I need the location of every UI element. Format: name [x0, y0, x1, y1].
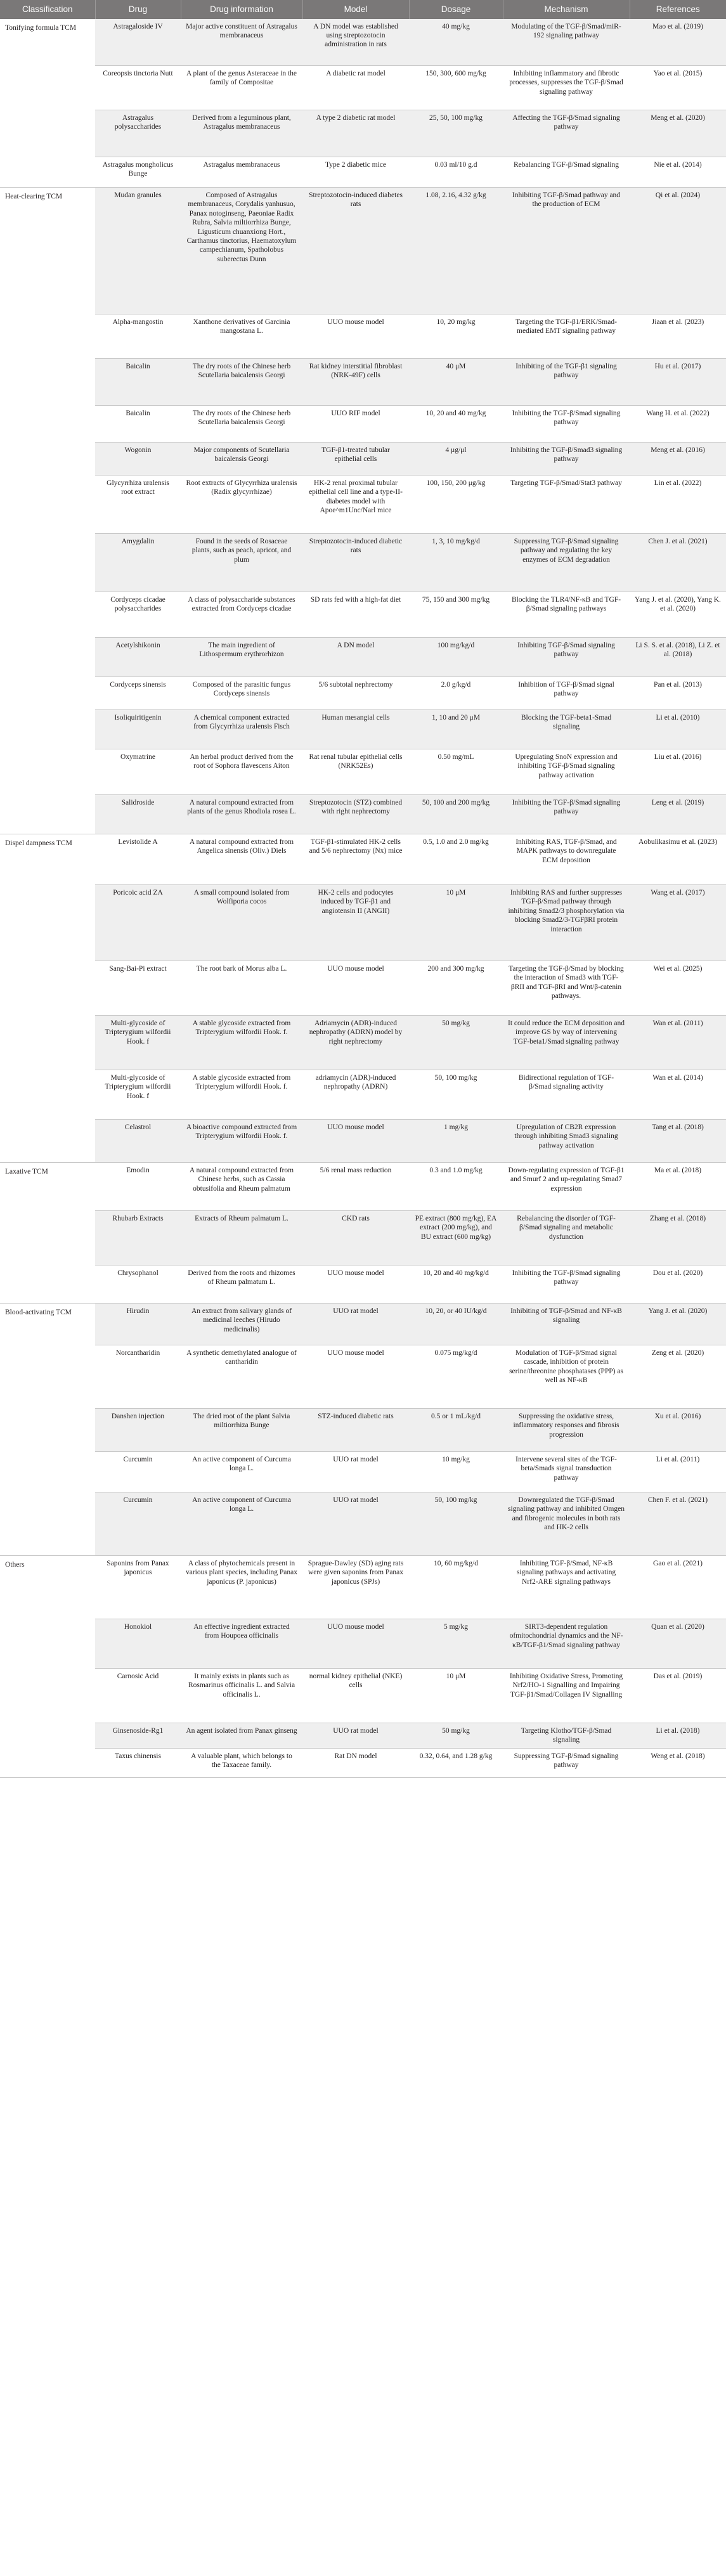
drug-information-cell: Xanthone derivatives of Garcinia mangostana L.: [181, 314, 302, 359]
dosage-cell: 100, 150, 200 μg/kg: [409, 476, 503, 534]
dosage-cell: 1, 10 and 20 μM: [409, 710, 503, 749]
dosage-cell: 0.3 and 1.0 mg/kg: [409, 1163, 503, 1211]
drug-cell: Multi-glycoside of Tripterygium wilfordii Hook. f: [95, 1016, 181, 1070]
reference-cell: Wan et al. (2014): [630, 1070, 726, 1120]
drug-cell: Oxymatrine: [95, 749, 181, 795]
drug-cell: Hirudin: [95, 1304, 181, 1345]
mechanism-cell: Targeting Klotho/TGF-β/Smad signaling: [503, 1723, 630, 1749]
mechanism-cell: Inhibiting the TGF-β/Smad signaling pathway: [503, 406, 630, 443]
reference-cell: Ma et al. (2018): [630, 1163, 726, 1211]
dosage-cell: 200 and 300 mg/kg: [409, 961, 503, 1016]
drug-cell: Danshen injection: [95, 1409, 181, 1452]
table-row: [0, 1070, 726, 1120]
reference-cell: Liu et al. (2016): [630, 749, 726, 795]
dosage-cell: 10, 20, or 40 IU/kg/d: [409, 1304, 503, 1345]
drug-cell: Astragaloside IV: [95, 19, 181, 66]
mechanism-cell: Targeting TGF-β/Smad/Stat3 pathway: [503, 476, 630, 534]
drug-information-cell: An extract from salivary glands of medicinal leeches (Hirudo medicinalis): [181, 1304, 302, 1345]
mechanism-cell: Inhibition of TGF-β/Smad signal pathway: [503, 677, 630, 710]
drug-information-cell: Found in the seeds of Rosaceae plants, such as peach, apricot, and plum: [181, 534, 302, 592]
reference-cell: Li et al. (2010): [630, 710, 726, 749]
dosage-cell: 150, 300, 600 mg/kg: [409, 66, 503, 110]
header-references: References: [630, 0, 726, 19]
table-row: [0, 1452, 726, 1492]
drug-information-cell: The dried root of the plant Salvia miltiorrhiza Bunge: [181, 1409, 302, 1452]
model-cell: A DN model: [302, 638, 409, 677]
model-cell: UUO rat model: [302, 1452, 409, 1492]
drug-information-cell: A chemical component extracted from Glycyrrhiza uralensis Fisch: [181, 710, 302, 749]
mechanism-cell: Downregulated the TGF-β/Smad signaling pathway and inhibited Omgen and fibrogenic molecules in both rats and HK-2 cells: [503, 1492, 630, 1556]
model-cell: Streptozotocin-induced diabetic rats: [302, 534, 409, 592]
reference-cell: Yao et al. (2015): [630, 66, 726, 110]
drug-cell: Curcumin: [95, 1452, 181, 1492]
model-cell: Streptozotocin-induced diabetes rats: [302, 188, 409, 314]
drug-information-cell: A class of phytochemicals present in various plant species, including Panax japonicus (P. japonicus): [181, 1556, 302, 1619]
mechanism-cell: Down-regulating expression of TGF-β1 and Smurf 2 and up-regulating Smad7 expression: [503, 1163, 630, 1211]
mechanism-cell: Inhibiting the TGF-β/Smad signaling pathway: [503, 795, 630, 834]
drug-cell: Astragalus polysaccharides: [95, 110, 181, 157]
dosage-cell: 75, 150 and 300 mg/kg: [409, 592, 503, 638]
mechanism-cell: Blocking the TGF-beta1-Smad signaling: [503, 710, 630, 749]
dosage-cell: 5 mg/kg: [409, 1619, 503, 1669]
mechanism-cell: Suppressing TGF-β/Smad signaling pathway: [503, 1748, 630, 1777]
table-header: [0, 0, 726, 19]
dosage-cell: 0.5 or 1 mL/kg/d: [409, 1409, 503, 1452]
model-cell: UUO rat model: [302, 1492, 409, 1556]
drug-information-cell: The dry roots of the Chinese herb Scutellaria baicalensis Georgi: [181, 359, 302, 406]
model-cell: HK-2 cells and podocytes induced by TGF-β1 and angiotensin II (ANGII): [302, 885, 409, 961]
drug-cell: Levistolide A: [95, 834, 181, 885]
model-cell: Rat DN model: [302, 1748, 409, 1777]
drug-information-cell: A plant of the genus Asteraceae in the family of Compositae: [181, 66, 302, 110]
reference-cell: Li et al. (2018): [630, 1723, 726, 1749]
table-row: [0, 1211, 726, 1265]
model-cell: STZ-induced diabetic rats: [302, 1409, 409, 1452]
drug-information-cell: A natural compound extracted from Angelica sinensis (Oliv.) Diels: [181, 834, 302, 885]
dosage-cell: 4 μg/μl: [409, 443, 503, 476]
table-row: [0, 1409, 726, 1452]
model-cell: SD rats fed with a high-fat diet: [302, 592, 409, 638]
mechanism-cell: Inhibiting of TGF-β/Smad and NF-κB signaling: [503, 1304, 630, 1345]
table-row: [0, 476, 726, 534]
mechanism-cell: Upregulation of CB2R expression through inhibiting Smad3 signaling pathway activation: [503, 1120, 630, 1163]
model-cell: Sprague-Dawley (SD) aging rats were given saponins from Panax japonicus (SPJs): [302, 1556, 409, 1619]
table-row: [0, 314, 726, 359]
drug-information-cell: The root bark of Morus alba L.: [181, 961, 302, 1016]
table-row: [0, 1120, 726, 1163]
mechanism-cell: Inhibiting the TGF-β/Smad signaling pathway: [503, 1265, 630, 1304]
mechanism-cell: Inhibiting RAS and further suppresses TGF-β/Smad pathway through inhibiting Smad2/3 phosphorylation via blocking Smad2/3-TGFβRI protein interaction: [503, 885, 630, 961]
model-cell: A type 2 diabetic rat model: [302, 110, 409, 157]
reference-cell: Nie et al. (2014): [630, 157, 726, 188]
table-row: [0, 406, 726, 443]
reference-cell: Wang H. et al. (2022): [630, 406, 726, 443]
mechanism-cell: Modulation of TGF-β/Smad signal cascade, inhibition of protein serine/threonine phosphatases (PPP) as well as NF-κB: [503, 1345, 630, 1409]
dosage-cell: 50, 100 and 200 mg/kg: [409, 795, 503, 834]
dosage-cell: 100 mg/kg/d: [409, 638, 503, 677]
table-row: [0, 795, 726, 834]
table-row: [0, 534, 726, 592]
mechanism-cell: Targeting the TGF-β1/ERK/Smad-mediated EMT signaling pathway: [503, 314, 630, 359]
model-cell: TGF-β1-stimulated HK-2 cells and 5/6 nephrectomy (Nx) mice: [302, 834, 409, 885]
table-row: [0, 66, 726, 110]
mechanism-cell: Rebalancing TGF-β/Smad signaling: [503, 157, 630, 188]
drug-cell: Cordyceps sinensis: [95, 677, 181, 710]
dosage-cell: 1 mg/kg: [409, 1120, 503, 1163]
dosage-cell: 10 μM: [409, 1669, 503, 1723]
reference-cell: Li et al. (2011): [630, 1452, 726, 1492]
table-row: [0, 749, 726, 795]
dosage-cell: 2.0 g/kg/d: [409, 677, 503, 710]
model-cell: UUO mouse model: [302, 1120, 409, 1163]
reference-cell: Weng et al. (2018): [630, 1748, 726, 1777]
drug-cell: Saponins from Panax japonicus: [95, 1556, 181, 1619]
table-row: [0, 1163, 726, 1211]
model-cell: adriamycin (ADR)-induced nephropathy (ADRN): [302, 1070, 409, 1120]
drug-cell: Cordyceps cicadae polysaccharides: [95, 592, 181, 638]
table-row: [0, 443, 726, 476]
drug-cell: Curcumin: [95, 1492, 181, 1556]
model-cell: Rat renal tubular epithelial cells (NRK52Es): [302, 749, 409, 795]
dosage-cell: 10, 60 mg/kg/d: [409, 1556, 503, 1619]
table-row: [0, 1748, 726, 1777]
table-row: [0, 638, 726, 677]
header-model: Model: [302, 0, 409, 19]
drug-information-cell: An agent isolated from Panax ginseng: [181, 1723, 302, 1749]
drug-information-cell: Root extracts of Glycyrrhiza uralensis (Radix glycyrrhizae): [181, 476, 302, 534]
classification-cell: Others: [0, 1556, 95, 1778]
header-drug-information: Drug information: [181, 0, 302, 19]
model-cell: UUO mouse model: [302, 1619, 409, 1669]
table-body: [0, 19, 726, 1778]
table-row: [0, 1304, 726, 1345]
drug-cell: Alpha-mangostin: [95, 314, 181, 359]
dosage-cell: 50 mg/kg: [409, 1016, 503, 1070]
mechanism-cell: Rebalancing the disorder of TGF-β/Smad signaling and metabolic dysfunction: [503, 1211, 630, 1265]
dosage-cell: 50, 100 mg/kg: [409, 1070, 503, 1120]
reference-cell: Das et al. (2019): [630, 1669, 726, 1723]
mechanism-cell: Inhibiting TGF-β/Smad, NF-κB signaling pathways and activating Nrf2-ARE signaling pathways: [503, 1556, 630, 1619]
drug-information-cell: A small compound isolated from Wolfiporia cocos: [181, 885, 302, 961]
reference-cell: Chen F. et al. (2021): [630, 1492, 726, 1556]
model-cell: Type 2 diabetic mice: [302, 157, 409, 188]
dosage-cell: PE extract (800 mg/kg), EA extract (200 mg/kg), and BU extract (600 mg/kg): [409, 1211, 503, 1265]
drug-information-cell: A valuable plant, which belongs to the Taxaceae family.: [181, 1748, 302, 1777]
model-cell: UUO rat model: [302, 1723, 409, 1749]
model-cell: UUO mouse model: [302, 1265, 409, 1304]
drug-information-cell: Astragalus membranaceus: [181, 157, 302, 188]
drug-cell: Glycyrrhiza uralensis root extract: [95, 476, 181, 534]
dosage-cell: 10, 20 and 40 mg/kg: [409, 406, 503, 443]
table-row: [0, 961, 726, 1016]
drug-cell: Coreopsis tinctoria Nutt: [95, 66, 181, 110]
dosage-cell: 10 mg/kg: [409, 1452, 503, 1492]
drug-information-cell: A bioactive compound extracted from Tripterygium wilfordii Hook. f.: [181, 1120, 302, 1163]
reference-cell: Wan et al. (2011): [630, 1016, 726, 1070]
reference-cell: Zeng et al. (2020): [630, 1345, 726, 1409]
reference-cell: Zhang et al. (2018): [630, 1211, 726, 1265]
model-cell: UUO mouse model: [302, 1345, 409, 1409]
drug-cell: Rhubarb Extracts: [95, 1211, 181, 1265]
dosage-cell: 1.08, 2.16, 4.32 g/kg: [409, 188, 503, 314]
dosage-cell: 10, 20 mg/kg: [409, 314, 503, 359]
table-row: [0, 1345, 726, 1409]
drug-information-cell: Major active constituent of Astragalus membranaceus: [181, 19, 302, 66]
reference-cell: Xu et al. (2016): [630, 1409, 726, 1452]
mechanism-cell: SIRT3-dependent regulation ofmitochondrial dynamics and the NF-κB/TGF-β1/Smad signaling pathway: [503, 1619, 630, 1669]
drug-cell: Isoliquiritigenin: [95, 710, 181, 749]
model-cell: normal kidney epithelial (NKE) cells: [302, 1669, 409, 1723]
dosage-cell: 0.075 mg/kg/d: [409, 1345, 503, 1409]
table-row: [0, 110, 726, 157]
drug-information-cell: An active component of Curcuma longa L.: [181, 1492, 302, 1556]
mechanism-cell: Blocking the TLR4/NF-κB and TGF-β/Smad signaling pathways: [503, 592, 630, 638]
reference-cell: Pan et al. (2013): [630, 677, 726, 710]
mechanism-cell: Inhibiting the TGF-β/Smad3 signaling pathway: [503, 443, 630, 476]
header-classification: Classification: [0, 0, 95, 19]
drug-cell: Carnosic Acid: [95, 1669, 181, 1723]
reference-cell: Jiaan et al. (2023): [630, 314, 726, 359]
drug-information-cell: Composed of the parasitic fungus Cordyceps sinensis: [181, 677, 302, 710]
table-row: [0, 677, 726, 710]
model-cell: UUO mouse model: [302, 961, 409, 1016]
drug-cell: Chrysophanol: [95, 1265, 181, 1304]
mechanism-cell: Inhibiting Oxidative Stress, Promoting Nrf2/HO-1 Signalling and Impairing TGF-β1/Smad/Collagen IV Signalling: [503, 1669, 630, 1723]
mechanism-cell: Inhibiting TGF-β/Smad signaling pathway: [503, 638, 630, 677]
table-row: [0, 1669, 726, 1723]
header-dosage: Dosage: [409, 0, 503, 19]
header-drug: Drug: [95, 0, 181, 19]
mechanism-cell: Inhibiting TGF-β/Smad pathway and the production of ECM: [503, 188, 630, 314]
drug-information-cell: Composed of Astragalus membranaceus, Corydalis yanhusuo, Panax notoginseng, Paeoniae Radix Rubra, Salvia miltiorrhiza Bunge, Ligusticum chuanxiong Hort., Carthamus tinctorius, Haematoxylum campechianum, Spatholobus suberectus Dunn: [181, 188, 302, 314]
drug-information-cell: A class of polysaccharide substances extracted from Cordyceps cicadae: [181, 592, 302, 638]
mechanism-cell: It could reduce the ECM deposition and improve GS by way of intervening TGF-beta1/Smad signaling pathway: [503, 1016, 630, 1070]
table-row: [0, 359, 726, 406]
dosage-cell: 50, 100 mg/kg: [409, 1492, 503, 1556]
model-cell: HK-2 renal proximal tubular epithelial cell line and a type-II-diabetes model with Apoe^m1Unc/Narl mice: [302, 476, 409, 534]
reference-cell: Quan et al. (2020): [630, 1619, 726, 1669]
drug-information-cell: Major components of Scutellaria baicalensis Georgi: [181, 443, 302, 476]
classification-cell: Blood-activating TCM: [0, 1304, 95, 1556]
mechanism-cell: Inhibiting inflammatory and fibrotic processes, suppresses the TGF-β/Smad signaling pathway: [503, 66, 630, 110]
drug-cell: Amygdalin: [95, 534, 181, 592]
dosage-cell: 10, 20 and 40 mg/kg/d: [409, 1265, 503, 1304]
drug-information-cell: The main ingredient of Lithospermum erythrorhizon: [181, 638, 302, 677]
reference-cell: Meng et al. (2020): [630, 110, 726, 157]
table-row: [0, 157, 726, 188]
drug-cell: Taxus chinensis: [95, 1748, 181, 1777]
drug-information-cell: A stable glycoside extracted from Tripterygium wilfordii Hook. f.: [181, 1070, 302, 1120]
reference-cell: Leng et al. (2019): [630, 795, 726, 834]
table-row: [0, 1556, 726, 1619]
mechanism-cell: Upregulating SnoN expression and inhibiting TGF-β/Smad signaling pathway activation: [503, 749, 630, 795]
model-cell: Streptozotocin (STZ) combined with right nephrectomy: [302, 795, 409, 834]
classification-cell: Heat-clearing TCM: [0, 188, 95, 834]
model-cell: CKD rats: [302, 1211, 409, 1265]
drug-information-cell: An active component of Curcuma longa L.: [181, 1452, 302, 1492]
drug-information-cell: An effective ingredient extracted from Houpoea officinalis: [181, 1619, 302, 1669]
drug-cell: Multi-glycoside of Tripterygium wilfordii Hook. f: [95, 1070, 181, 1120]
model-cell: A diabetic rat model: [302, 66, 409, 110]
reference-cell: Meng et al. (2016): [630, 443, 726, 476]
model-cell: Rat kidney interstitial fibroblast (NRK-49F) cells: [302, 359, 409, 406]
drug-information-cell: A natural compound extracted from Chinese herbs, such as Cassia obtusifolia and Rheum palmatum: [181, 1163, 302, 1211]
model-cell: Human mesangial cells: [302, 710, 409, 749]
reference-cell: Yang J. et al. (2020): [630, 1304, 726, 1345]
drug-cell: Norcantharidin: [95, 1345, 181, 1409]
reference-cell: Mao et al. (2019): [630, 19, 726, 66]
mechanism-cell: Bidirectional regulation of TGF-β/Smad signaling activity: [503, 1070, 630, 1120]
dosage-cell: 0.50 mg/mL: [409, 749, 503, 795]
table-row: [0, 1265, 726, 1304]
dosage-cell: 25, 50, 100 mg/kg: [409, 110, 503, 157]
drug-cell: Ginsenoside-Rg1: [95, 1723, 181, 1749]
drug-cell: Astragalus mongholicus Bunge: [95, 157, 181, 188]
mechanism-cell: Suppressing TGF-β/Smad signaling pathway and regulating the key enzymes of ECM degradation: [503, 534, 630, 592]
table-row: [0, 188, 726, 314]
reference-cell: Aobulikasimu et al. (2023): [630, 834, 726, 885]
table-row: [0, 885, 726, 961]
drug-cell: Honokiol: [95, 1619, 181, 1669]
model-cell: UUO mouse model: [302, 314, 409, 359]
reference-cell: Dou et al. (2020): [630, 1265, 726, 1304]
model-cell: UUO rat model: [302, 1304, 409, 1345]
drug-information-cell: An herbal product derived from the root of Sophora flavescens Aiton: [181, 749, 302, 795]
drug-cell: Baicalin: [95, 406, 181, 443]
table-row: [0, 710, 726, 749]
classification-cell: Tonifying formula TCM: [0, 19, 95, 188]
mechanism-cell: Intervene several sites of the TGF-beta/Smads signal transduction pathway: [503, 1452, 630, 1492]
model-cell: A DN model was established using streptozotocin administration in rats: [302, 19, 409, 66]
drug-cell: Salidroside: [95, 795, 181, 834]
model-cell: TGF-β1-treated tubular epithelial cells: [302, 443, 409, 476]
drug-cell: Mudan granules: [95, 188, 181, 314]
table-row: [0, 834, 726, 885]
table-row: [0, 1619, 726, 1669]
table-row: [0, 592, 726, 638]
dosage-cell: 1, 3, 10 mg/kg/d: [409, 534, 503, 592]
reference-cell: Wei et al. (2025): [630, 961, 726, 1016]
drug-information-cell: Extracts of Rheum palmatum L.: [181, 1211, 302, 1265]
classification-cell: Laxative TCM: [0, 1163, 95, 1304]
table-row: [0, 1723, 726, 1749]
dosage-cell: 10 μM: [409, 885, 503, 961]
drug-information-cell: A stable glycoside extracted from Tripterygium wilfordii Hook. f.: [181, 1016, 302, 1070]
drug-cell: Emodin: [95, 1163, 181, 1211]
reference-cell: Wang et al. (2017): [630, 885, 726, 961]
mechanism-cell: Suppressing the oxidative stress, inflammatory responses and fibrosis progression: [503, 1409, 630, 1452]
table-row: [0, 1492, 726, 1556]
table-row: [0, 19, 726, 66]
classification-cell: Dispel dampness TCM: [0, 834, 95, 1163]
dosage-cell: 40 mg/kg: [409, 19, 503, 66]
model-cell: UUO RIF model: [302, 406, 409, 443]
drug-cell: Wogonin: [95, 443, 181, 476]
mechanism-cell: Affecting the TGF-β/Smad signaling pathway: [503, 110, 630, 157]
reference-cell: Tang et al. (2018): [630, 1120, 726, 1163]
drug-information-cell: It mainly exists in plants such as Rosmarinus officinalis L. and Salvia officinalis L.: [181, 1669, 302, 1723]
drug-cell: Acetylshikonin: [95, 638, 181, 677]
reference-cell: Qi et al. (2024): [630, 188, 726, 314]
mechanism-cell: Targeting the TGF-β/Smad by blocking the interaction of Smad3 with TGF-βRII and TGF-βRI and Wnt/β-catenin pathways.: [503, 961, 630, 1016]
model-cell: Adriamycin (ADR)-induced nephropathy (ADRN) model by right nephrectomy: [302, 1016, 409, 1070]
reference-cell: Yang J. et al. (2020), Yang K. et al. (2020): [630, 592, 726, 638]
model-cell: 5/6 renal mass reduction: [302, 1163, 409, 1211]
drug-cell: Poricoic acid ZA: [95, 885, 181, 961]
drug-information-cell: The dry roots of the Chinese herb Scutellaria baicalensis Georgi: [181, 406, 302, 443]
reference-cell: Chen J. et al. (2021): [630, 534, 726, 592]
drug-cell: Baicalin: [95, 359, 181, 406]
dosage-cell: 40 μM: [409, 359, 503, 406]
table-row: [0, 1016, 726, 1070]
dosage-cell: 50 mg/kg: [409, 1723, 503, 1749]
drug-information-cell: Derived from the roots and rhizomes of Rheum palmatum L.: [181, 1265, 302, 1304]
reference-cell: Li S. S. et al. (2018), Li Z. et al. (2018): [630, 638, 726, 677]
drug-information-cell: A synthetic demethylated analogue of cantharidin: [181, 1345, 302, 1409]
dosage-cell: 0.03 ml/10 g.d: [409, 157, 503, 188]
model-cell: 5/6 subtotal nephrectomy: [302, 677, 409, 710]
mechanism-cell: Inhibiting of the TGF-β1 signaling pathway: [503, 359, 630, 406]
drug-information-cell: Derived from a leguminous plant, Astragalus membranaceus: [181, 110, 302, 157]
drug-cell: Celastrol: [95, 1120, 181, 1163]
drug-cell: Sang-Bai-Pi extract: [95, 961, 181, 1016]
mechanism-cell: Inhibiting RAS, TGF-β/Smad, and MAPK pathways to downregulate ECM deposition: [503, 834, 630, 885]
reference-cell: Lin et al. (2022): [630, 476, 726, 534]
header-mechanism: Mechanism: [503, 0, 630, 19]
reference-cell: Gao et al. (2021): [630, 1556, 726, 1619]
dosage-cell: 0.32, 0.64, and 1.28 g/kg: [409, 1748, 503, 1777]
dosage-cell: 0.5, 1.0 and 2.0 mg/kg: [409, 834, 503, 885]
reference-cell: Hu et al. (2017): [630, 359, 726, 406]
drug-information-cell: A natural compound extracted from plants of the genus Rhodiola rosea L.: [181, 795, 302, 834]
mechanism-cell: Modulating of the TGF-β/Smad/miR-192 signaling pathway: [503, 19, 630, 66]
